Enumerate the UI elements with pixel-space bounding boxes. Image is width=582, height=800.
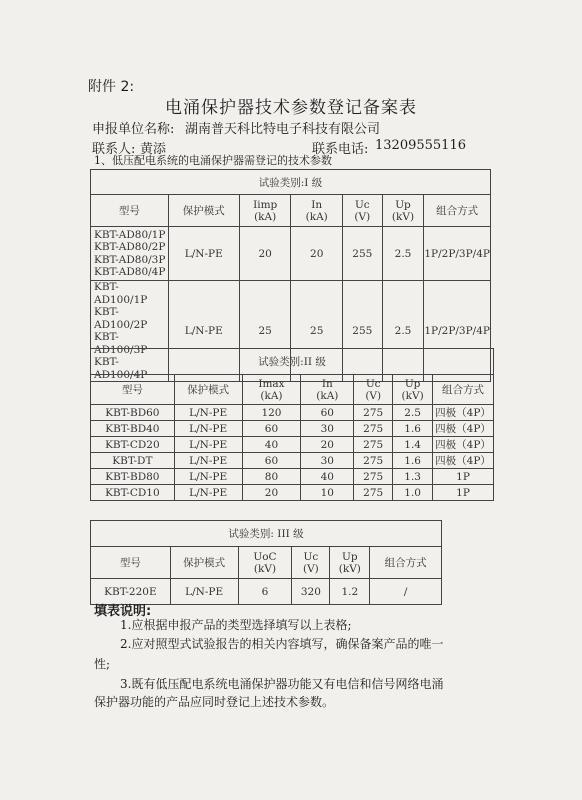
- uc-cell: 275: [354, 421, 393, 437]
- unit-label: 申报单位名称:: [92, 122, 175, 137]
- up-cell: 2.5: [382, 227, 424, 281]
- mode-cell: L/N-PE: [174, 405, 242, 421]
- combo-cell: 1P: [433, 469, 494, 485]
- header-imax: Imax (kA): [242, 375, 301, 405]
- uc-cell: 255: [342, 281, 382, 382]
- table-row: [91, 485, 494, 501]
- table-category: 试验类别:II 级: [91, 349, 494, 375]
- note-3: 3.既有低压配电系统电涌保护器功能又有电信和信号网络电涌: [120, 677, 444, 691]
- in-cell: 20: [291, 227, 343, 281]
- table-header-row: [91, 375, 494, 405]
- imax-cell: 80: [242, 469, 301, 485]
- model-cell: KBT-CD10: [91, 485, 175, 501]
- combo-cell: 四极（4P）: [433, 453, 494, 469]
- table-class-2: [90, 348, 494, 501]
- combo-cell: /: [370, 579, 442, 605]
- uc-cell: 275: [354, 405, 393, 421]
- in-cell: 40: [301, 469, 354, 485]
- mode-cell: L/N-PE: [168, 227, 239, 281]
- header-uoc: UoC (kV): [238, 547, 292, 579]
- combo-cell: 四极（4P）: [433, 437, 494, 453]
- phone-value: 13209555116: [375, 138, 466, 153]
- mode-cell: L/N-PE: [174, 469, 242, 485]
- in-cell: 60: [301, 405, 354, 421]
- document-title: 电涌保护器技术参数登记备案表: [165, 98, 417, 118]
- header-uc: Uc (V): [354, 375, 393, 405]
- table-category: 试验类别:I 级: [91, 170, 491, 195]
- table-category: 试验类别: III 级: [91, 521, 442, 547]
- up-cell: 1.6: [393, 453, 433, 469]
- header-up: Up (kV): [393, 375, 433, 405]
- in-cell: 20: [301, 437, 354, 453]
- up-cell: 1.3: [393, 469, 433, 485]
- in-cell: 10: [301, 485, 354, 501]
- header-combo: 组合方式: [433, 375, 494, 405]
- header-combo: 组合方式: [370, 547, 442, 579]
- header-up: Up (kV): [330, 547, 370, 579]
- up-cell: 1.2: [330, 579, 370, 605]
- mode-cell: L/N-PE: [168, 281, 239, 382]
- table-row: [91, 453, 494, 469]
- mode-cell: L/N-PE: [170, 579, 238, 605]
- mode-cell: L/N-PE: [174, 485, 242, 501]
- model-cell: KBT-CD20: [91, 437, 175, 453]
- combo-cell: 1P/2P/3P/4P: [424, 227, 491, 281]
- in-cell: 25: [291, 281, 343, 382]
- header-uc: Uc (V): [292, 547, 330, 579]
- uc-cell: 275: [354, 469, 393, 485]
- model-cell: KBT-AD80/1P KBT-AD80/2P KBT-AD80/3P KBT-AD80/4P: [91, 227, 169, 281]
- table-row: [91, 227, 491, 281]
- model-cell: KBT-DT: [91, 453, 175, 469]
- header-iimp: Iimp (kA): [239, 195, 291, 227]
- section-title: 1、低压配电系统的电涌保护器需登记的技术参数: [94, 154, 332, 167]
- mode-cell: L/N-PE: [174, 437, 242, 453]
- note-3-cont: 保护器功能的产品应同时登记上述技术参数。: [94, 695, 335, 709]
- in-cell: 30: [301, 421, 354, 437]
- mode-cell: L/N-PE: [174, 453, 242, 469]
- up-cell: 1.0: [393, 485, 433, 501]
- combo-cell: 四极（4P）: [433, 421, 494, 437]
- notes-title: 填表说明:: [94, 604, 152, 619]
- up-cell: 1.6: [393, 421, 433, 437]
- note-2-cont: 性;: [94, 657, 111, 671]
- header-combo: 组合方式: [424, 195, 491, 227]
- combo-cell: 1P: [433, 485, 494, 501]
- unit-value: 湖南普天科比特电子科技有限公司: [185, 122, 381, 137]
- header-mode: 保护模式: [174, 375, 242, 405]
- mode-cell: L/N-PE: [174, 421, 242, 437]
- header-model: 型号: [91, 195, 169, 227]
- header-in: In (kA): [291, 195, 343, 227]
- imax-cell: 60: [242, 453, 301, 469]
- uc-cell: 275: [354, 437, 393, 453]
- table-row: [91, 421, 494, 437]
- attachment-label: 附件 2:: [88, 79, 135, 95]
- combo-cell: 四极（4P）: [433, 405, 494, 421]
- header-model: 型号: [91, 547, 171, 579]
- up-cell: 2.5: [393, 405, 433, 421]
- uc-cell: 275: [354, 485, 393, 501]
- imax-cell: 20: [242, 485, 301, 501]
- model-cell: KBT-BD60: [91, 405, 175, 421]
- contact-value: 黄添: [140, 142, 167, 157]
- imax-cell: 60: [242, 421, 301, 437]
- in-cell: 30: [301, 453, 354, 469]
- table-row: [91, 469, 494, 485]
- uc-cell: 275: [354, 453, 393, 469]
- table-class-3: [90, 520, 442, 605]
- model-cell: KBT-BD80: [91, 469, 175, 485]
- uc-cell: 255: [342, 227, 382, 281]
- note-1: 1.应根据申报产品的类型选择填写以上表格;: [120, 618, 352, 632]
- header-uc: Uc (V): [342, 195, 382, 227]
- contact-label: 联系人:: [92, 142, 136, 157]
- iimp-cell: 25: [239, 281, 291, 382]
- model-cell: KBT-AD100/1P KBT-AD100/2P KBT-AD100/3P KBT-AD100/4P: [91, 281, 169, 382]
- header-in: In (kA): [301, 375, 354, 405]
- phone-label: 联系电话:: [312, 142, 369, 157]
- table-row: [91, 437, 494, 453]
- imax-cell: 120: [242, 405, 301, 421]
- header-model: 型号: [91, 375, 175, 405]
- header-mode: 保护模式: [170, 547, 238, 579]
- table-row: [91, 405, 494, 421]
- note-2: 2.应对照型式试验报告的相关内容填写，确保备案产品的唯一: [120, 637, 444, 651]
- model-cell: KBT-220E: [91, 579, 171, 605]
- table-header-row: [91, 547, 442, 579]
- up-cell: 2.5: [382, 281, 424, 382]
- model-cell: KBT-BD40: [91, 421, 175, 437]
- uc-cell: 320: [292, 579, 330, 605]
- table-header-row: [91, 195, 491, 227]
- iimp-cell: 20: [239, 227, 291, 281]
- combo-cell: 1P/2P/3P/4P: [424, 281, 491, 382]
- up-cell: 1.4: [393, 437, 433, 453]
- imax-cell: 40: [242, 437, 301, 453]
- uoc-cell: 6: [238, 579, 292, 605]
- header-up: Up (kV): [382, 195, 424, 227]
- header-mode: 保护模式: [168, 195, 239, 227]
